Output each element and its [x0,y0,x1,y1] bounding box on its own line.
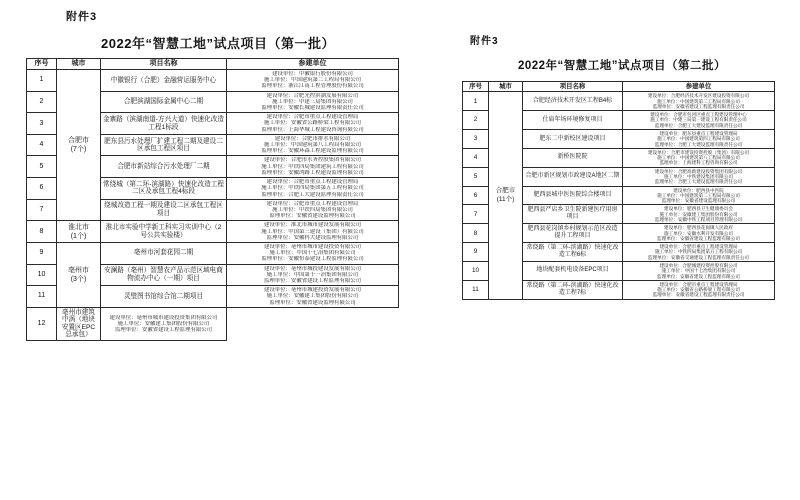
unit-line: 监理单位：安徽省建设工程监理有限公司 [263,277,362,284]
unit-line: 施工单位：中铁建设集团有限公司 [664,174,733,180]
unit-line: 监理单位：安徽科大建设监理有限公司 [266,234,359,241]
col-city: 城市 [57,59,101,70]
row-project-name: 常绕路（第二环-滨湖路）快速化改造工程7标 [523,280,623,299]
unit-line: 施工单位：安徽建工集团股份有限公司 [266,293,359,300]
unit-line: 施工单位：安徽建工集团股份有限公司 [117,320,210,327]
table-row [27,242,399,264]
unit-line: 施工单位：中国建筑第二工程局有限公司 [657,98,740,104]
row-index: 1 [463,92,489,111]
table-row [463,92,775,111]
row-project-name: 亳州市河套花园二期 [101,242,227,264]
unit-line: 建设单位：亳州市城投建设发展有限公司 [263,265,362,272]
row-project-name: 中徽银行（合肥）金融营运服务中心 [101,70,227,92]
unit-line: 施工单位：中铁四局集团建筑工程有限公司 [261,163,364,170]
row-participating-units [623,130,775,149]
unit-line: 监理单位：安徽省建设工程监理有限责任公司 [652,292,745,298]
unit-line: 建设单位：亳州市城市建设投资有限公司 [263,243,362,250]
unit-line: 施工单位：中铁四局集团有限公司 [272,206,353,213]
row-participating-units [623,280,775,299]
unit-line: 施工单位：中国建筑第二工程局有限公司 [657,192,740,198]
unit-line: 施工单位：中建三局集团有限公司 [272,98,353,105]
unit-line: 监理单位：合肥工大建设监理有限责任公司 [654,179,743,185]
row-city: 亳州市 (3个) [57,242,101,307]
unit-line: 建设单位：合肥市重点工程建设管理局 [266,114,359,121]
row-index: 7 [27,199,57,221]
row-participating-units [623,167,775,186]
row-project-name: 合肥市新站综合污水处理厂二期 [101,156,227,178]
attachment-label-left: 附件3 [66,11,98,23]
row-participating-units [623,261,775,280]
unit-line: 施工单位：中国建筑第八工程局有限公司 [263,142,362,149]
unit-line: 建设单位：合肥高新建设投资集团有限公司 [654,168,743,174]
unit-line: 建设单位：合肥市排水有限公司 [274,135,351,142]
unit-line: 监理单位：安徽环森工程建设监理有限公司 [261,148,364,155]
row-participating-units [227,156,399,178]
row-index: 6 [463,186,489,205]
col-index: 序号 [27,59,57,70]
unit-line: 监理单位：安徽省建设监理有限公司 [269,299,356,306]
row-index: 9 [463,243,489,262]
table-row [27,221,399,243]
unit-line: 建设单位：中徽银行股份有限公司 [272,71,353,78]
row-index: 11 [27,286,57,308]
unit-line: 建设单位：亳州市城建投资发展有限公司 [263,287,362,294]
unit-line: 监理单位：安徽省交通建设工程监理有限责任公司 [647,254,750,260]
row-index: 3 [27,113,57,135]
unit-line: 建设单位：肥西县花岗镇人民政府 [664,225,733,231]
unit-line: 监理单位：安徽省建设工程监理有限公司 [657,273,740,279]
row-city: 合肥市 (11个) [489,92,523,299]
unit-line: 建设单位：合肥市重点工程建设管理局 [659,281,738,287]
unit-line: 施工单位：中国第十一冶集团有限公司 [266,271,359,278]
col-project: 项目名称 [523,82,623,92]
unit-line: 监理单位：安徽省建设工程监理有限公司 [114,327,213,333]
row-index: 3 [463,130,489,149]
row-city: 淮北市 (1个) [57,221,101,243]
col-project: 项目名称 [101,59,227,70]
row-project-name: 肥西县城中医医院综合楼项目 [523,186,623,205]
unit-line: 监理单位：安徽恒泰建设工程监理有限公司 [261,256,364,263]
row-participating-units [227,199,399,221]
unit-line: 监理单位：安徽省建设工程监理有限责任公司 [652,103,745,109]
row-participating-units [227,242,399,264]
unit-line: 建设单位：合肥市重点工程建设管理局 [659,244,738,250]
row-participating-units [227,134,399,156]
row-participating-units [227,70,399,92]
row-participating-units [227,113,399,135]
row-index: 8 [27,221,57,243]
row-index: 5 [463,167,489,186]
unit-line: 施工单位：安徽省公路桥梁工程有限公司 [657,287,740,293]
row-participating-units [623,205,775,224]
row-index: 6 [27,178,57,200]
row-project-name: 肥东县污水处理厂扩建工程二期及建设二区承包工程区项目 [101,134,227,156]
row-index: 10 [27,264,57,286]
unit-line: 施工单位：中国十七冶集团有限公司 [661,268,736,274]
unit-line: 建设单位：肥东县重点工程建设管理局 [659,131,738,137]
row-participating-units [623,111,775,130]
unit-line: 监理单位：合肥工大建设监理有限责任公司 [654,122,743,128]
project-table-first-batch [26,58,399,341]
row-project-name: 淮北市实验中学新工科实习实训中心（2号公共实验楼） [101,221,227,243]
row-project-name: 地块配套机电设备EPC项目 [523,261,623,280]
document-second-batch [452,32,792,300]
table-header-row [463,82,775,92]
unit-line: 施工单位：中国建筑第八工程局有限公司 [657,155,740,161]
row-index: 2 [463,111,489,130]
row-participating-units [227,91,399,113]
unit-line: 施工单位：中国建筑第四工程局有限公司 [657,136,740,142]
row-project-name: 肥西县严店乡卫生院新建医疗用房项目 [523,205,623,224]
unit-line: 监理单位：安徽鸿路工程建设监理有限公司 [261,169,364,176]
document-title-right: 2022年“智慧工地”试点项目（第二批） [517,60,727,72]
row-project-name: 灵璧图书馆综合馆二期项目 [101,286,227,308]
unit-line: 建设单位：亳州市城市建设投资集团有限公司 [109,314,218,321]
unit-line: 施工单位：安徽建工集团股份有限公司 [659,211,738,217]
row-index: 8 [463,224,489,243]
row-project-name: 合肥滨湖国际金属中心二期 [101,91,227,113]
unit-line: 建设单位：合肥市重点工程建设管理局 [266,200,359,207]
row-index: 2 [27,91,57,113]
row-project-name: 金寨路（滨湖南道-方兴大道）快速化改造工程1标段 [101,113,227,135]
unit-line: 施工单位：安徽水利开发有限公司 [664,230,733,236]
row-participating-units [623,243,775,262]
attachment-label-right: 附件3 [470,36,499,47]
unit-line: 监理单位：安徽省建设工程监理有限公司 [657,235,740,241]
table-row [27,307,399,340]
unit-line: 施工单位：中国建筑第二工程局有限公司 [263,77,362,84]
row-participating-units [623,92,775,111]
table-row [27,70,399,92]
row-index: 7 [463,205,489,224]
row-index: 10 [463,261,489,280]
unit-line: 建设单位：肥西县中医院 [673,187,724,193]
row-project-name: 仕庙年场环境修复项目 [523,111,623,130]
unit-line: 施工单位：中国十七冶集团有限公司 [269,250,356,257]
unit-line: 建设单位：合肥市建设投资控股（集团）有限公司 [647,149,750,155]
row-project-name: 常绕路（第二环-滨湖路）快速化改造工程6标 [523,243,623,262]
row-index: 4 [27,134,57,156]
unit-line: 建设单位：合肥光控滨湖发展有限公司 [266,92,359,99]
row-participating-units [101,307,227,340]
row-project-name: 安澜路（亳州）智慧农产品示范区域电商物流办中心（一期）项目 [101,264,227,286]
row-participating-units [227,286,399,308]
table-header-row [27,59,399,70]
unit-line: 施工单位：中铁四局集团第五工程有限公司 [654,249,743,255]
unit-line: 建设单位：肥西县卫生健康委员会 [664,206,733,212]
unit-line: 监理单位：浙江江南工程管理股份有限公司 [261,83,364,90]
unit-line: 建设单位：淮北市城市建设发展有限公司 [263,222,362,229]
unit-line: 建设单位：合肥市重点工程建设管理局 [266,179,359,186]
unit-line: 施工单位：中建三局第一建设工程有限责任公司 [650,117,747,123]
row-index: 12 [27,307,57,340]
row-project-name: 亳州市建筑中涡（地块安置区EPC总承包） [57,307,101,340]
row-index: 1 [27,70,57,92]
unit-line: 施工单位：中铁四局集团第五工程有限公司 [261,185,364,192]
unit-line: 建设单位：合肥经济技术开发区建设投资有限公司 [647,93,750,99]
col-city: 城市 [489,82,523,92]
row-project-name: 常绕城（第二环-滨湖路）快速化改造工程二区及承包工程4标段 [101,178,227,200]
row-participating-units [623,148,775,167]
row-project-name: 肥西县花岗镇乡村规划示范区改造提升工程项目 [523,224,623,243]
unit-line: 监理单位：上海建科工程咨询有限公司 [659,160,738,166]
row-index: 4 [463,148,489,167]
col-units: 参建单位 [623,82,775,92]
unit-line: 监理单位：合肥工大建设监理有限责任公司 [261,191,364,198]
row-participating-units [227,221,399,243]
row-participating-units [227,178,399,200]
unit-line: 监理单位：合肥工大建设监理有限责任公司 [654,141,743,147]
project-table-second-batch [462,81,775,300]
row-index: 11 [463,280,489,299]
unit-line: 监理单位：安徽省建设监理有限公司 [661,198,736,204]
row-index: 9 [27,242,57,264]
row-project-name: 合肥市新区规划市政建设A地区二期 [523,167,623,186]
unit-line: 监理单位：安徽中铁工程项目管理有限公司 [654,216,743,222]
row-project-name: 合肥经济技术开发区工程B4标 [523,92,623,111]
row-city: 合肥市 (7个) [57,70,101,221]
unit-line: 建设单位：合肥市包河区重点工程建设管理中心 [650,112,747,118]
unit-line: 监理单位：上海华城工程建设咨询有限公司 [261,126,364,133]
row-index: 5 [27,156,57,178]
unit-line: 施工单位：中国第三建设（集团）有限公司 [261,228,364,235]
row-participating-units [623,186,775,205]
row-project-name: 绕城改造工程一期及建设二区承包工程区项目 [101,199,227,221]
document-first-batch [18,8,418,341]
row-project-name: 新桥医院院 [523,148,623,167]
col-index: 序号 [463,82,489,92]
unit-line: 监理单位：安徽省建设监理有限公司 [269,213,356,220]
unit-line: 施工单位：安徽省公路桥梁工程有限公司 [263,120,362,127]
unit-line: 建设单位：合肥市水务控股集团有限公司 [263,157,362,164]
row-participating-units [227,264,399,286]
unit-line: 建设单位：合肥城建投资控股有限公司 [659,262,738,268]
row-project-name: 肥东二中新校区建设项目 [523,130,623,149]
row-participating-units [623,224,775,243]
col-units: 参建单位 [227,59,399,70]
document-title-left: 2022年“智慧工地”试点项目（第一批） [101,36,335,51]
unit-line: 监理单位：安徽长城建设监理有限责任公司 [261,105,364,112]
